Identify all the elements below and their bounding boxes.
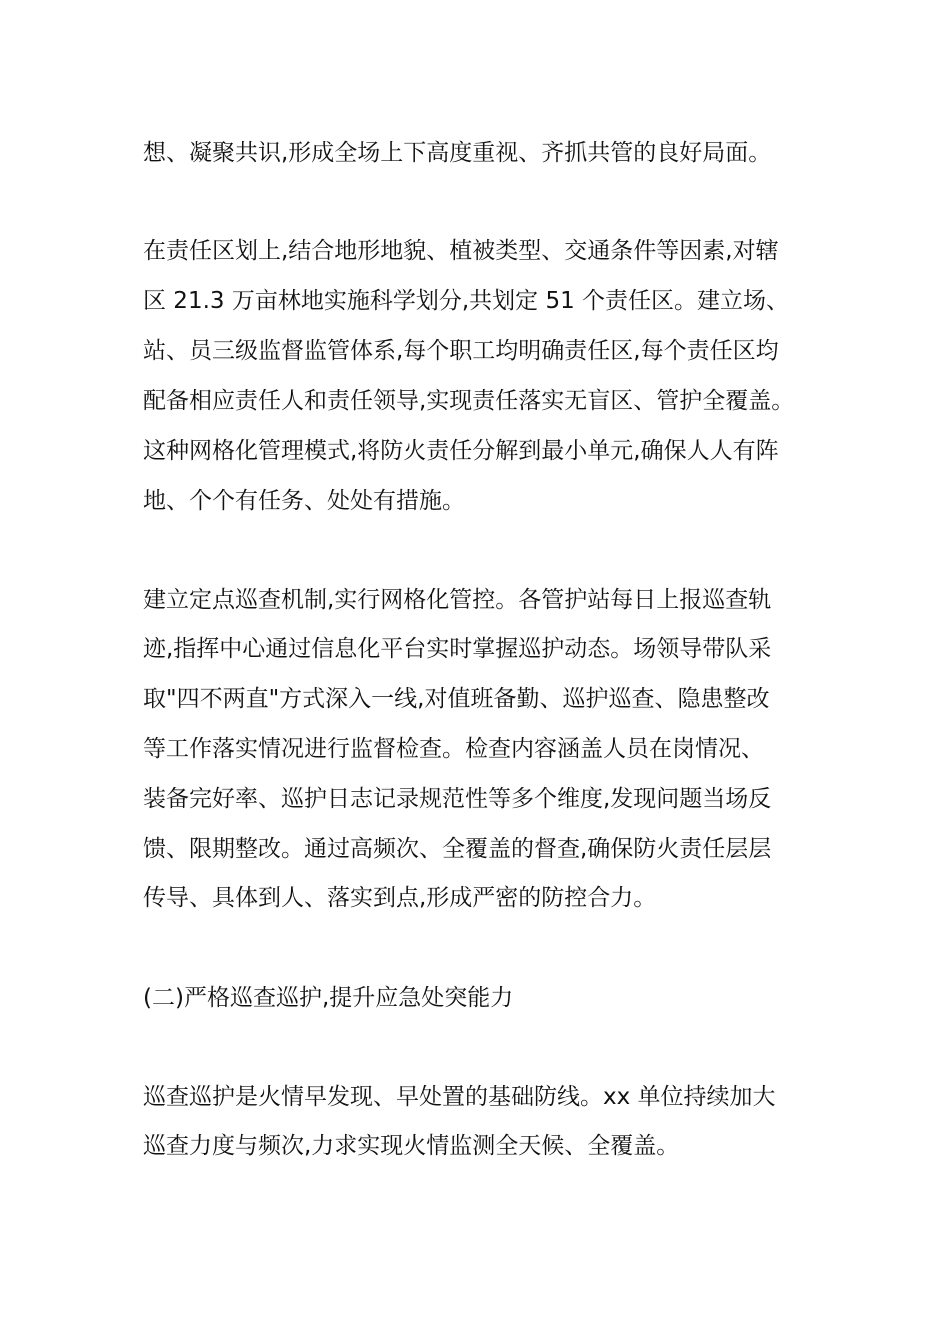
paragraph-2-line-2: 区 21.3 万亩林地实施科学划分,共划定 51 个责任区。建立场、 (143, 288, 790, 314)
paragraph-3-line-4: 等工作落实情况进行监督检查。检查内容涵盖人员在岗情况、 (143, 736, 764, 762)
paragraph-3-line-5: 装备完好率、巡护日志记录规范性等多个维度,发现问题当场反 (143, 786, 772, 812)
paragraph-3-line-6: 馈、限期整改。通过高频次、全覆盖的督查,确保防火责任层层 (143, 836, 772, 862)
section-heading: (二)严格巡查巡护,提升应急处突能力 (143, 985, 514, 1011)
paragraph-3-line-3: 取"四不两直"方式深入一线,对值班备勤、巡护巡查、隐患整改 (143, 686, 770, 712)
paragraph-3-line-2: 迹,指挥中心通过信息化平台实时掌握巡护动态。场领导带队采 (143, 636, 772, 662)
paragraph-3-line-7: 传导、具体到人、落实到点,形成严密的防控合力。 (143, 885, 657, 911)
paragraph-2-line-5: 这种网格化管理模式,将防火责任分解到最小单元,确保人人有阵 (143, 438, 779, 464)
paragraph-2-line-6: 地、个个有任务、处处有措施。 (143, 488, 465, 514)
paragraph-2-line-3: 站、员三级监督监管体系,每个职工均明确责任区,每个责任区均 (143, 338, 779, 364)
paragraph-2-line-1: 在责任区划上,结合地形地貌、植被类型、交通条件等因素,对辖 (143, 238, 779, 264)
paragraph-2-line-4: 配备相应责任人和责任领导,实现责任落实无盲区、管护全覆盖。 (143, 388, 795, 414)
paragraph-1-line-1: 想、凝聚共识,形成全场上下高度重视、齐抓共管的良好局面。 (143, 140, 772, 166)
paragraph-5-line-1: 巡查巡护是火情早发现、早处置的基础防线。xx 单位持续加大 (143, 1084, 776, 1110)
paragraph-5-line-2: 巡查力度与频次,力求实现火情监测全天候、全覆盖。 (143, 1133, 680, 1159)
paragraph-3-line-1: 建立定点巡查机制,实行网格化管控。各管护站每日上报巡查轨 (143, 587, 772, 613)
